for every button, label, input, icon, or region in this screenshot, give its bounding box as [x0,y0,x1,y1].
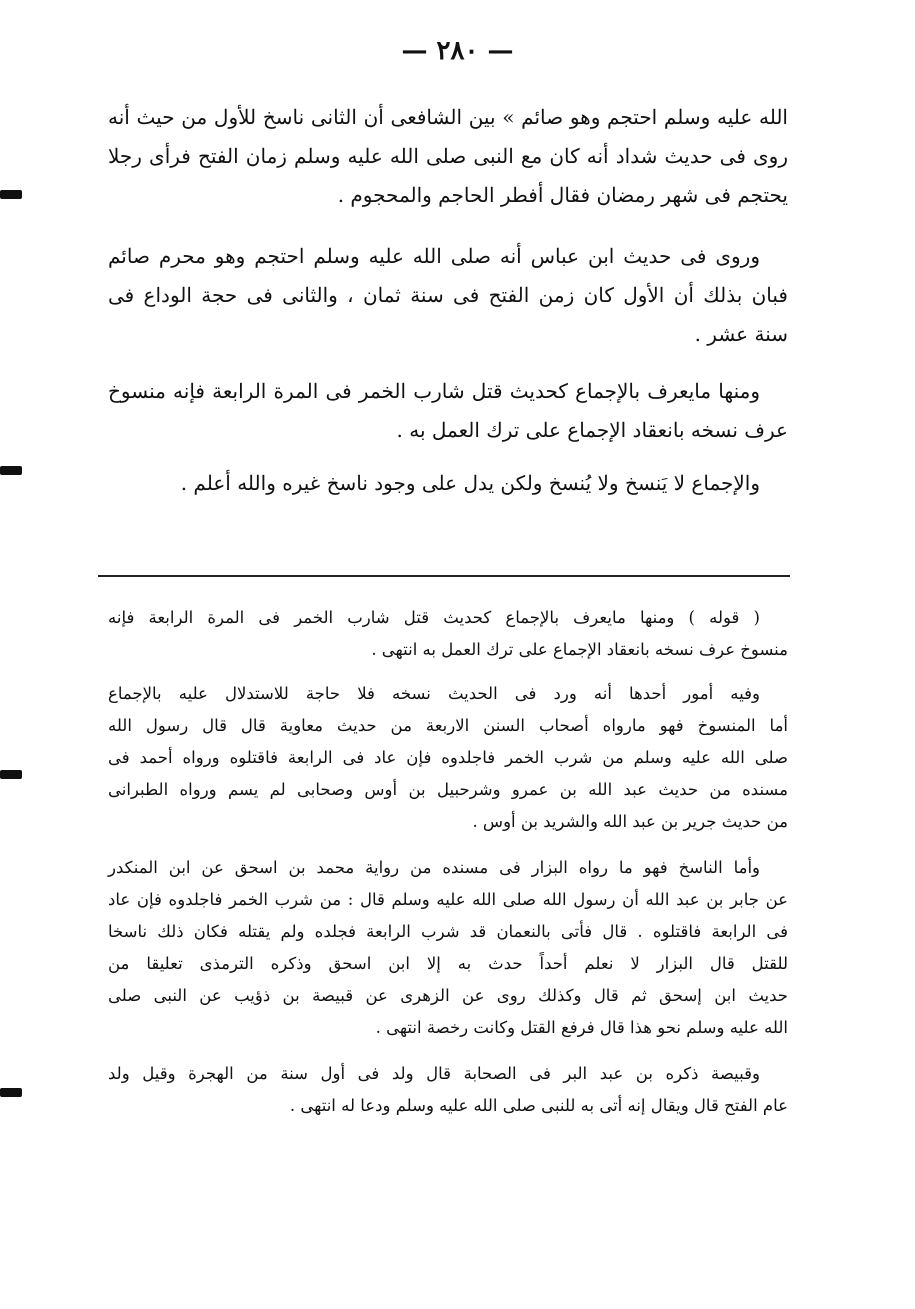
main-paragraph-2 [108,237,788,354]
text-line: الله عليه وسلم احتجم وهو صائم » بين الشافعى أن الثانى ناسخ للأول من حيث أنه [108,105,788,129]
edge-mark [0,466,22,475]
text-line: فبان بذلك أن الأول كان زمن الفتح فى سنة ثمان ، والثانى فى حجة الوداع فى [108,283,788,307]
text-line: مسنده من حديث عبد الله بن عمرو وشرحبيل بن أوس وصحابى لم يسم ورواه الطبرانى [108,780,788,799]
footnotes [108,602,788,1122]
text-line: وروى فى حديث ابن عباس أنه صلى الله عليه وسلم احتجم وهو محرم صائم [108,244,760,268]
footnote-separator [98,575,790,577]
edge-mark [0,1088,22,1097]
text-line: أما المنسوخ فهو مارواه أصحاب السنن الاربعة من حديث معاوية قال قال رسول الله [108,716,788,735]
text-line: فى الرابعة فاقتلوه . قال فأتى بالنعمان قد شرب الرابعة فجلده ولم يقتله فكان ذلك ناسخا [108,922,788,941]
text-line: حديث ابن إسحق ثم قال وكذلك روى عن الزهرى عن قبيصة بن ذؤيب عن النبى صلى [108,986,788,1005]
text-line: وأما الناسخ فهو ما رواه البزار فى مسنده من رواية محمد بن اسحق عن ابن المنكدر [108,858,760,877]
page-number: — ٢٨٠ — [401,36,514,66]
text-line: والإجماع لا يَنسخ ولا يُنسخ ولكن يدل على وجود ناسخ غيره والله أعلم . [180,471,760,495]
footnote-paragraph-3 [108,852,788,1044]
edge-mark [0,190,22,199]
text-line: ومنها مايعرف بالإجماع كحديث قتل شارب الخمر فى المرة الرابعة فإنه منسوخ [108,379,760,403]
text-line: عام الفتح قال ويقال إنه أتى به للنبى صلى الله عليه وسلم ودعا له انتهى . [289,1096,788,1115]
footnote-paragraph-2 [108,678,788,838]
text-line: ( قوله ) ومنها مايعرف بالإجماع كحديث قتل شارب الخمر فى المرة الرابعة فإنه [108,608,760,627]
text-line: من حديث جرير بن عبد الله والشريد بن أوس . [472,812,788,831]
footnote-paragraph-4 [108,1058,788,1122]
text-line: عرف نسخه بانعقاد الإجماع على ترك العمل به . [396,418,788,442]
footnote-paragraph-1 [108,602,788,666]
text-line: للقتل قال البزار لا نعلم أحداً حدث به إلا ابن اسحق وذكره الترمذى تعليقا من [108,954,788,973]
text-line: منسوخ عرف نسخه بانعقاد الإجماع على ترك العمل به انتهى . [371,640,788,659]
edge-mark [0,770,22,779]
main-paragraph-3 [108,372,788,450]
text-line: يحتجم فى شهر رمضان فقال أفطر الحاجم والمحجوم . [337,183,788,207]
text-line: وقبيصة ذكره بن عبد البر فى الصحابة قال ولد فى أول سنة من الهجرة وقيل ولد [108,1064,760,1083]
text-line: صلى الله عليه وسلم من شرب الخمر فاجلدوه فإن عاد فى الرابعة فاقتلوه ورواه أحمد فى [108,748,788,767]
main-paragraph-1 [108,98,788,215]
main-text [108,98,788,503]
text-line: وفيه أمور أحدها أنه ورد فى الحديث نسخه فلا حاجة للاستدلال عليه بالإجماع [108,684,760,703]
main-paragraph-4 [108,464,788,503]
text-line: سنة عشر . [694,322,788,346]
text-line: روى فى حديث شداد أنه كان مع النبى صلى الله عليه وسلم زمان الفتح فرأى رجلا [108,144,788,168]
text-line: عن جابر بن عبد الله أن رسول الله صلى الله عليه وسلم قال : من شرب الخمر فاجلدوه فإن عاد [108,890,788,909]
text-line: الله عليه وسلم نحو هذا قال فرفع القتل وكانت رخصة انتهى . [375,1018,788,1037]
